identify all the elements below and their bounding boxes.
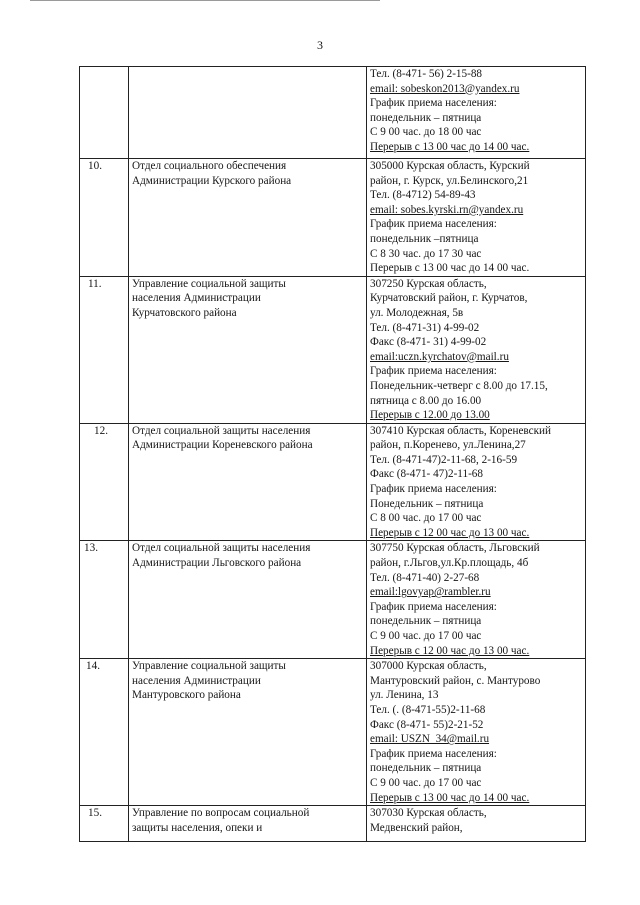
office-name-line: Управление социальной защиты	[132, 277, 286, 290]
office-name-line: Отдел социальной защиты населения	[132, 424, 311, 437]
email-line: email: sobes.kyrski.rn@yandex.ru	[370, 203, 524, 216]
detail-line: График приема населения:	[370, 365, 497, 378]
office-details-cell	[367, 659, 586, 806]
detail-line: С 8 00 час. до 17 00 час	[370, 512, 482, 525]
top-rule	[30, 0, 380, 1]
email-line: email:uczn.kyrchatov@mail.ru	[370, 350, 509, 363]
detail-line: понедельник – пятница	[370, 111, 482, 124]
detail-line: Мантуровский район, с. Мантурово	[370, 674, 541, 687]
row-number-cell	[80, 541, 129, 659]
row-number: 13.	[84, 542, 98, 555]
detail-line: 307030 Курская область,	[370, 807, 487, 820]
detail-line: район, п.Коренево, ул.Ленина,27	[370, 439, 526, 452]
office-name-line: Курчатовского района	[132, 306, 237, 319]
detail-line: С 9 00 час. до 18 00 час	[370, 126, 482, 139]
detail-line: Тел. (. (8-471-55)2-11-68	[370, 703, 486, 716]
office-name-line: Отдел социального обеспечения	[132, 160, 287, 172]
table-row	[80, 159, 586, 277]
row-number-cell	[80, 159, 129, 277]
detail-line: район, г.Льгов,ул.Кр.площадь, 4б	[370, 557, 529, 570]
detail-line: Понедельник – пятница	[370, 497, 484, 510]
detail-line: С 9 00 час. до 17 00 час	[370, 630, 482, 642]
table-row	[80, 659, 586, 806]
office-details-cell	[367, 276, 586, 423]
detail-line: Перерыв с 12.00 до 13.00	[370, 409, 490, 422]
detail-line: Тел. (8-471- 56) 2-15-88	[370, 68, 483, 80]
detail-line: Факс (8-471- 47)2-11-68	[370, 468, 483, 481]
detail-line: понедельник – пятница	[370, 615, 482, 628]
table-row	[80, 67, 586, 159]
detail-line: Курчатовский район, г. Курчатов,	[370, 292, 528, 305]
row-number: 10.	[88, 160, 102, 172]
row-number: 14.	[86, 660, 100, 673]
email-line: email:lgovyap@rambler.ru	[370, 586, 491, 599]
detail-line: Медвенский район,	[370, 821, 463, 834]
office-name-cell	[129, 276, 367, 423]
office-name-line: населения Администрации	[132, 292, 261, 305]
detail-line: Тел. (8-471-40) 2-27-68	[370, 571, 480, 584]
detail-line: Тел. (8-471-47)2-11-68, 2-16-59	[370, 453, 518, 466]
detail-line: Перерыв с 12 00 час до 13 00 час.	[370, 644, 530, 657]
office-name-line: Мантуровского района	[132, 689, 241, 702]
row-number-cell	[80, 67, 129, 159]
row-number: 11.	[88, 277, 102, 290]
detail-line: ул. Молодежная, 5в	[370, 306, 464, 319]
detail-line: С 8 30 час. до 17 30 час	[370, 247, 482, 260]
row-number-cell	[80, 806, 129, 842]
offices-table	[79, 66, 586, 842]
office-name-line: Отдел социальной защиты населения	[132, 542, 311, 555]
row-number: 12.	[94, 424, 108, 437]
detail-line: График приема населения:	[370, 600, 497, 613]
table-row	[80, 806, 586, 842]
table-row	[80, 276, 586, 423]
detail-line: Факс (8-471- 55)2-21-52	[370, 718, 484, 731]
page-number: 3	[317, 38, 323, 52]
detail-line: График приема населения:	[370, 483, 497, 496]
office-details-cell	[367, 806, 586, 842]
detail-line: понедельник –пятница	[370, 232, 479, 245]
office-name-line: населения Администрации	[132, 674, 261, 687]
office-name-line: Управление социальной защиты	[132, 660, 286, 673]
office-details-cell	[367, 159, 586, 277]
email-line: email: USZN_34@mail.ru	[370, 733, 490, 746]
detail-line: Факс (8-471- 31) 4-99-02	[370, 336, 487, 349]
detail-line: График приема населения:	[370, 97, 497, 110]
detail-line: понедельник – пятница	[370, 762, 482, 775]
row-number: 15.	[88, 807, 102, 820]
detail-line: 307750 Курская область, Льговский	[370, 542, 540, 555]
detail-line: Перерыв с 12 00 час до 13 00 час.	[370, 526, 530, 539]
detail-line: Перерыв с 13 00 час до 14 00 час.	[370, 140, 530, 153]
detail-line: 307250 Курская область,	[370, 277, 487, 290]
detail-line: Перерыв с 13 00 час до 14 00 час.	[370, 262, 530, 275]
detail-line: Тел. (8-471-31) 4-99-02	[370, 321, 480, 334]
office-details-cell	[367, 67, 586, 159]
detail-line: Тел. (8-4712) 54-89-43	[370, 189, 476, 202]
detail-line: 307410 Курская область, Кореневский	[370, 424, 552, 437]
office-name-line: Администрации Льговского района	[132, 557, 302, 570]
detail-line: пятница с 8.00 до 16.00	[370, 394, 482, 407]
office-name-line: защиты населения, опеки и	[132, 821, 263, 834]
office-name-line: Управление по вопросам социальной	[132, 807, 310, 820]
detail-line: ул. Ленина, 13	[370, 689, 439, 702]
detail-line: Понедельник-четверг с 8.00 до 17.15,	[370, 379, 548, 392]
office-name-cell	[129, 159, 367, 277]
office-name-cell	[129, 806, 367, 842]
office-details-cell	[367, 541, 586, 659]
detail-line: С 9 00 час. до 17 00 час	[370, 776, 482, 789]
detail-line: График приема населения:	[370, 747, 497, 760]
row-number-cell	[80, 423, 129, 541]
office-name-cell	[129, 423, 367, 541]
detail-line: 307000 Курская область,	[370, 660, 487, 673]
office-name-line: Администрации Курского района	[132, 174, 292, 187]
office-name-cell	[129, 659, 367, 806]
office-name-cell	[129, 67, 367, 159]
office-details-cell	[367, 423, 586, 541]
office-name-cell	[129, 541, 367, 659]
table-row	[80, 423, 586, 541]
table-row	[80, 541, 586, 659]
row-number-cell	[80, 276, 129, 423]
detail-line: район, г. Курск, ул.Белинского,21	[370, 174, 529, 187]
detail-line: Перерыв с 13 00 час до 14 00 час.	[370, 791, 530, 804]
detail-line: 305000 Курская область, Курский	[370, 160, 530, 172]
detail-line: График приема населения:	[370, 218, 497, 231]
email-line: email: sobeskon2013@yandex.ru	[370, 82, 520, 95]
office-name-line: Администрации Кореневского района	[132, 439, 313, 452]
row-number-cell	[80, 659, 129, 806]
